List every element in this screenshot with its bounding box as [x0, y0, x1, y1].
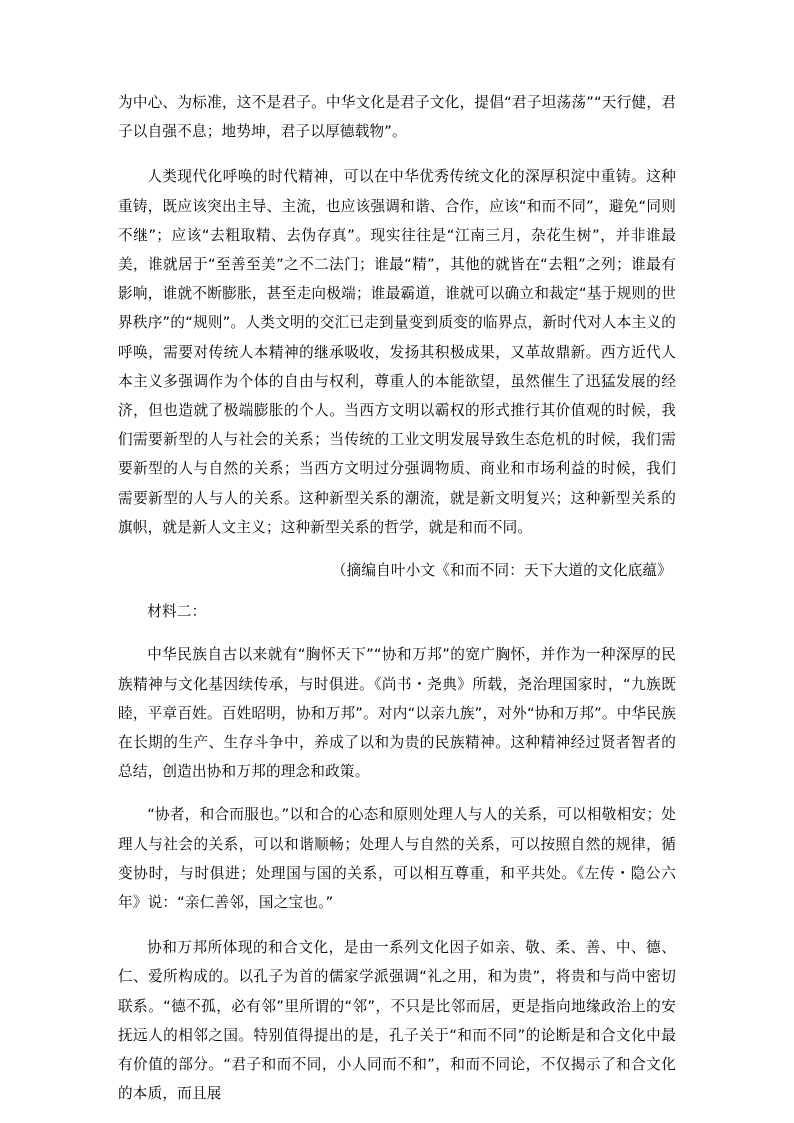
paragraph-hehe-culture: 协和万邦所体现的和合文化，是由一系列文化因子如亲、敬、柔、善、中、德、仁、爱所构成的。以孔子为首的儒家学派强调“礼之用，和为贵”，将贵和与尚中密切联系。“德不孤，必有邻”里所谓的“邻”，不只是比邻而居，更是指向地缘政治上的安抚远人的相邻之国。特别值得提出的是，孔子关于“和而不同”的论断是和合文化中最有价值的部分。“君子和而不同，小人同而不和”，和而不同论，不仅揭示了和合文化的本质，而且展: [118, 939, 676, 1103]
document-body: [118, 88, 676, 1109]
paragraph-modern-spirit: 人类现代化呼唤的时代精神，可以在中华优秀传统文化的深厚积淀中重铸。这种重铸，既应该突出主导、主流，也应该强调和谐、合作，应该“和而不同”，避免“同则不继”；应该“去粗取精、去伪存真”。现实往往是“江南三月，杂花生树”，并非谁最美，谁就居于“至善至美”之不二法门；谁最“精”，其他的就皆在“去粗”之列；谁最有影响，谁就不断膨胀，甚至走向极端；谁最霸道，谁就可以确立和裁定“基于规则的世界秩序”的“规则”。人类文明的交汇已走到量变到质变的临界点，新时代对人本主义的呼唤，需要对传统人本精神的继承吸收，发扬其积极成果，又革故鼎新。西方近代人本主义多强调作为个体的自由与权利，尊重人的本能欲望，虽然催生了迅猛发展的经济，但也造就了极端膨胀的个人。当西方文明以霸权的形式推行其价值观的时候，我们需要新型的人与社会的关系；当传统的工业文明发展导致生态危机的时候，我们需要新型的人与自然的关系；当西方文明过分强调物质、商业和市场利益的时候，我们需要新型的人与人的关系。这种新型关系的潮流，就是新文明复兴；这种新型关系的旗帜，就是新人文主义；这种新型关系的哲学，就是和而不同。: [118, 168, 676, 536]
paragraph-xiehe-wanbang: 中华民族自古以来就有“胸怀天下”“协和万邦”的宽广胸怀，并作为一种深厚的民族精神与文化基因续传承，与时俱进。《尚书・尧典》所载，尧治理国家时，“九族既睦，平章百姓。百姓昭明，协和万邦”。对内“以亲九族”，对外“协和万邦”。中华民族在长期的生产、生存斗争中，养成了以和为贵的民族精神。这种精神经过贤者智者的总结，创造出协和万邦的理念和政策。: [118, 646, 676, 781]
source-citation: （摘编自叶小文《和而不同：天下大道的文化底蕴》: [331, 562, 672, 580]
material-two-heading: 材料二：: [147, 603, 207, 621]
paragraph-junzi-culture: 为中心、为标准，这不是君子。中华文化是君子文化，提倡“君子坦荡荡”“天行健，君子以自强不息；地势坤，君子以厚德载物”。: [118, 94, 676, 141]
paragraph-xie-definition: “协者，和合而服也。”以和合的心态和原则处理人与人的关系，可以相敬相安；处理人与社会的关系，可以和谐顺畅；处理人与自然的关系，可以按照自然的规律，循变协时，与时俱进；处理国与国的关系，可以相互尊重，和平共处。《左传・隐公六年》说：“亲仁善邻，国之宝也。”: [118, 806, 676, 912]
